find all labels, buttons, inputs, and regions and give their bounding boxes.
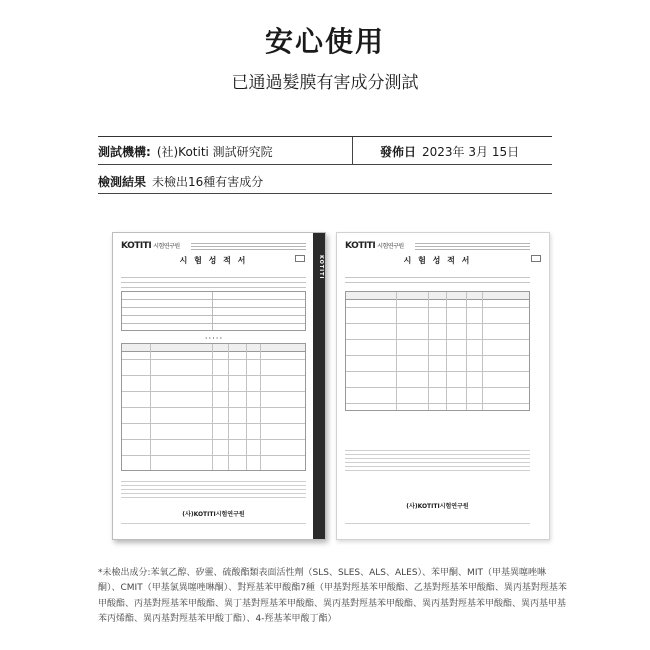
issue-date-label: 發佈日: [380, 145, 417, 159]
page-stamp: [531, 255, 541, 262]
column-divider: [352, 137, 353, 164]
certificate-issuer: (사)KOTITI시험연구원: [182, 511, 245, 518]
certificate-header: [345, 241, 530, 255]
results-table: [121, 343, 306, 471]
test-result: [98, 173, 263, 190]
test-org: [98, 143, 273, 160]
info-row-org-date: [98, 137, 552, 164]
kotiti-logo: KOTITI 시험연구원: [121, 241, 180, 251]
test-org-label: 測試機構:: [98, 145, 151, 159]
test-org-value: (社)Kotiti 測試研究院: [156, 145, 273, 159]
sample-info-table: [121, 291, 306, 331]
certificate-title: 시 험 성 적 서: [403, 256, 472, 265]
results-table-label: · · · · ·: [205, 336, 222, 342]
certificate-side-strip: KOTITI: [313, 233, 325, 539]
issue-date-value: 2023年 3月 15日: [422, 145, 520, 159]
kotiti-logo: KOTITI 시험연구원: [345, 241, 404, 251]
info-row-result: [98, 165, 552, 193]
info-table: [98, 136, 552, 194]
test-certificate-image: [112, 232, 326, 540]
test-result-value: 未檢出16種有害成分: [152, 175, 264, 189]
certificate-header: [121, 241, 306, 255]
page-stamp: [295, 255, 305, 262]
page-subtitle: 已通過髮膜有害成分測試: [231, 73, 419, 93]
footnote: *未檢出成分:苯氧乙醇、矽靈、硫酸酯類表面活性劑（SLS、SLES、ALS、ALES）、苯甲酮、MIT（甲基異噻唑啉酮）、CMIT（甲基氯異噻唑啉酮）、對羥基苯甲酸酯7種（甲基對羥基苯甲酸酯、乙基對羥基苯甲酸酯、異丙基對羥基苯甲酸酯、丙基對羥基苯甲酸酯、異丁基對羥基苯甲酸酯、異丙基對羥基苯甲酸酯、異丙基對羥基苯甲酸酯、異丙基甲基苯丙烯酯、異丙基對羥基苯甲酸丁酯）、4-羥基苯甲酸丁酯）: [98, 568, 567, 625]
results-table: [345, 291, 530, 411]
certificate-issuer: (사)KOTITI시험연구원: [406, 503, 469, 510]
test-result-label: 檢測結果: [98, 175, 147, 189]
page-title: 安心使用: [264, 25, 385, 58]
issue-date: [380, 143, 519, 160]
test-certificate-image: [336, 232, 550, 540]
divider: [98, 193, 552, 194]
certificate-title: 시 험 성 적 서: [179, 256, 248, 265]
